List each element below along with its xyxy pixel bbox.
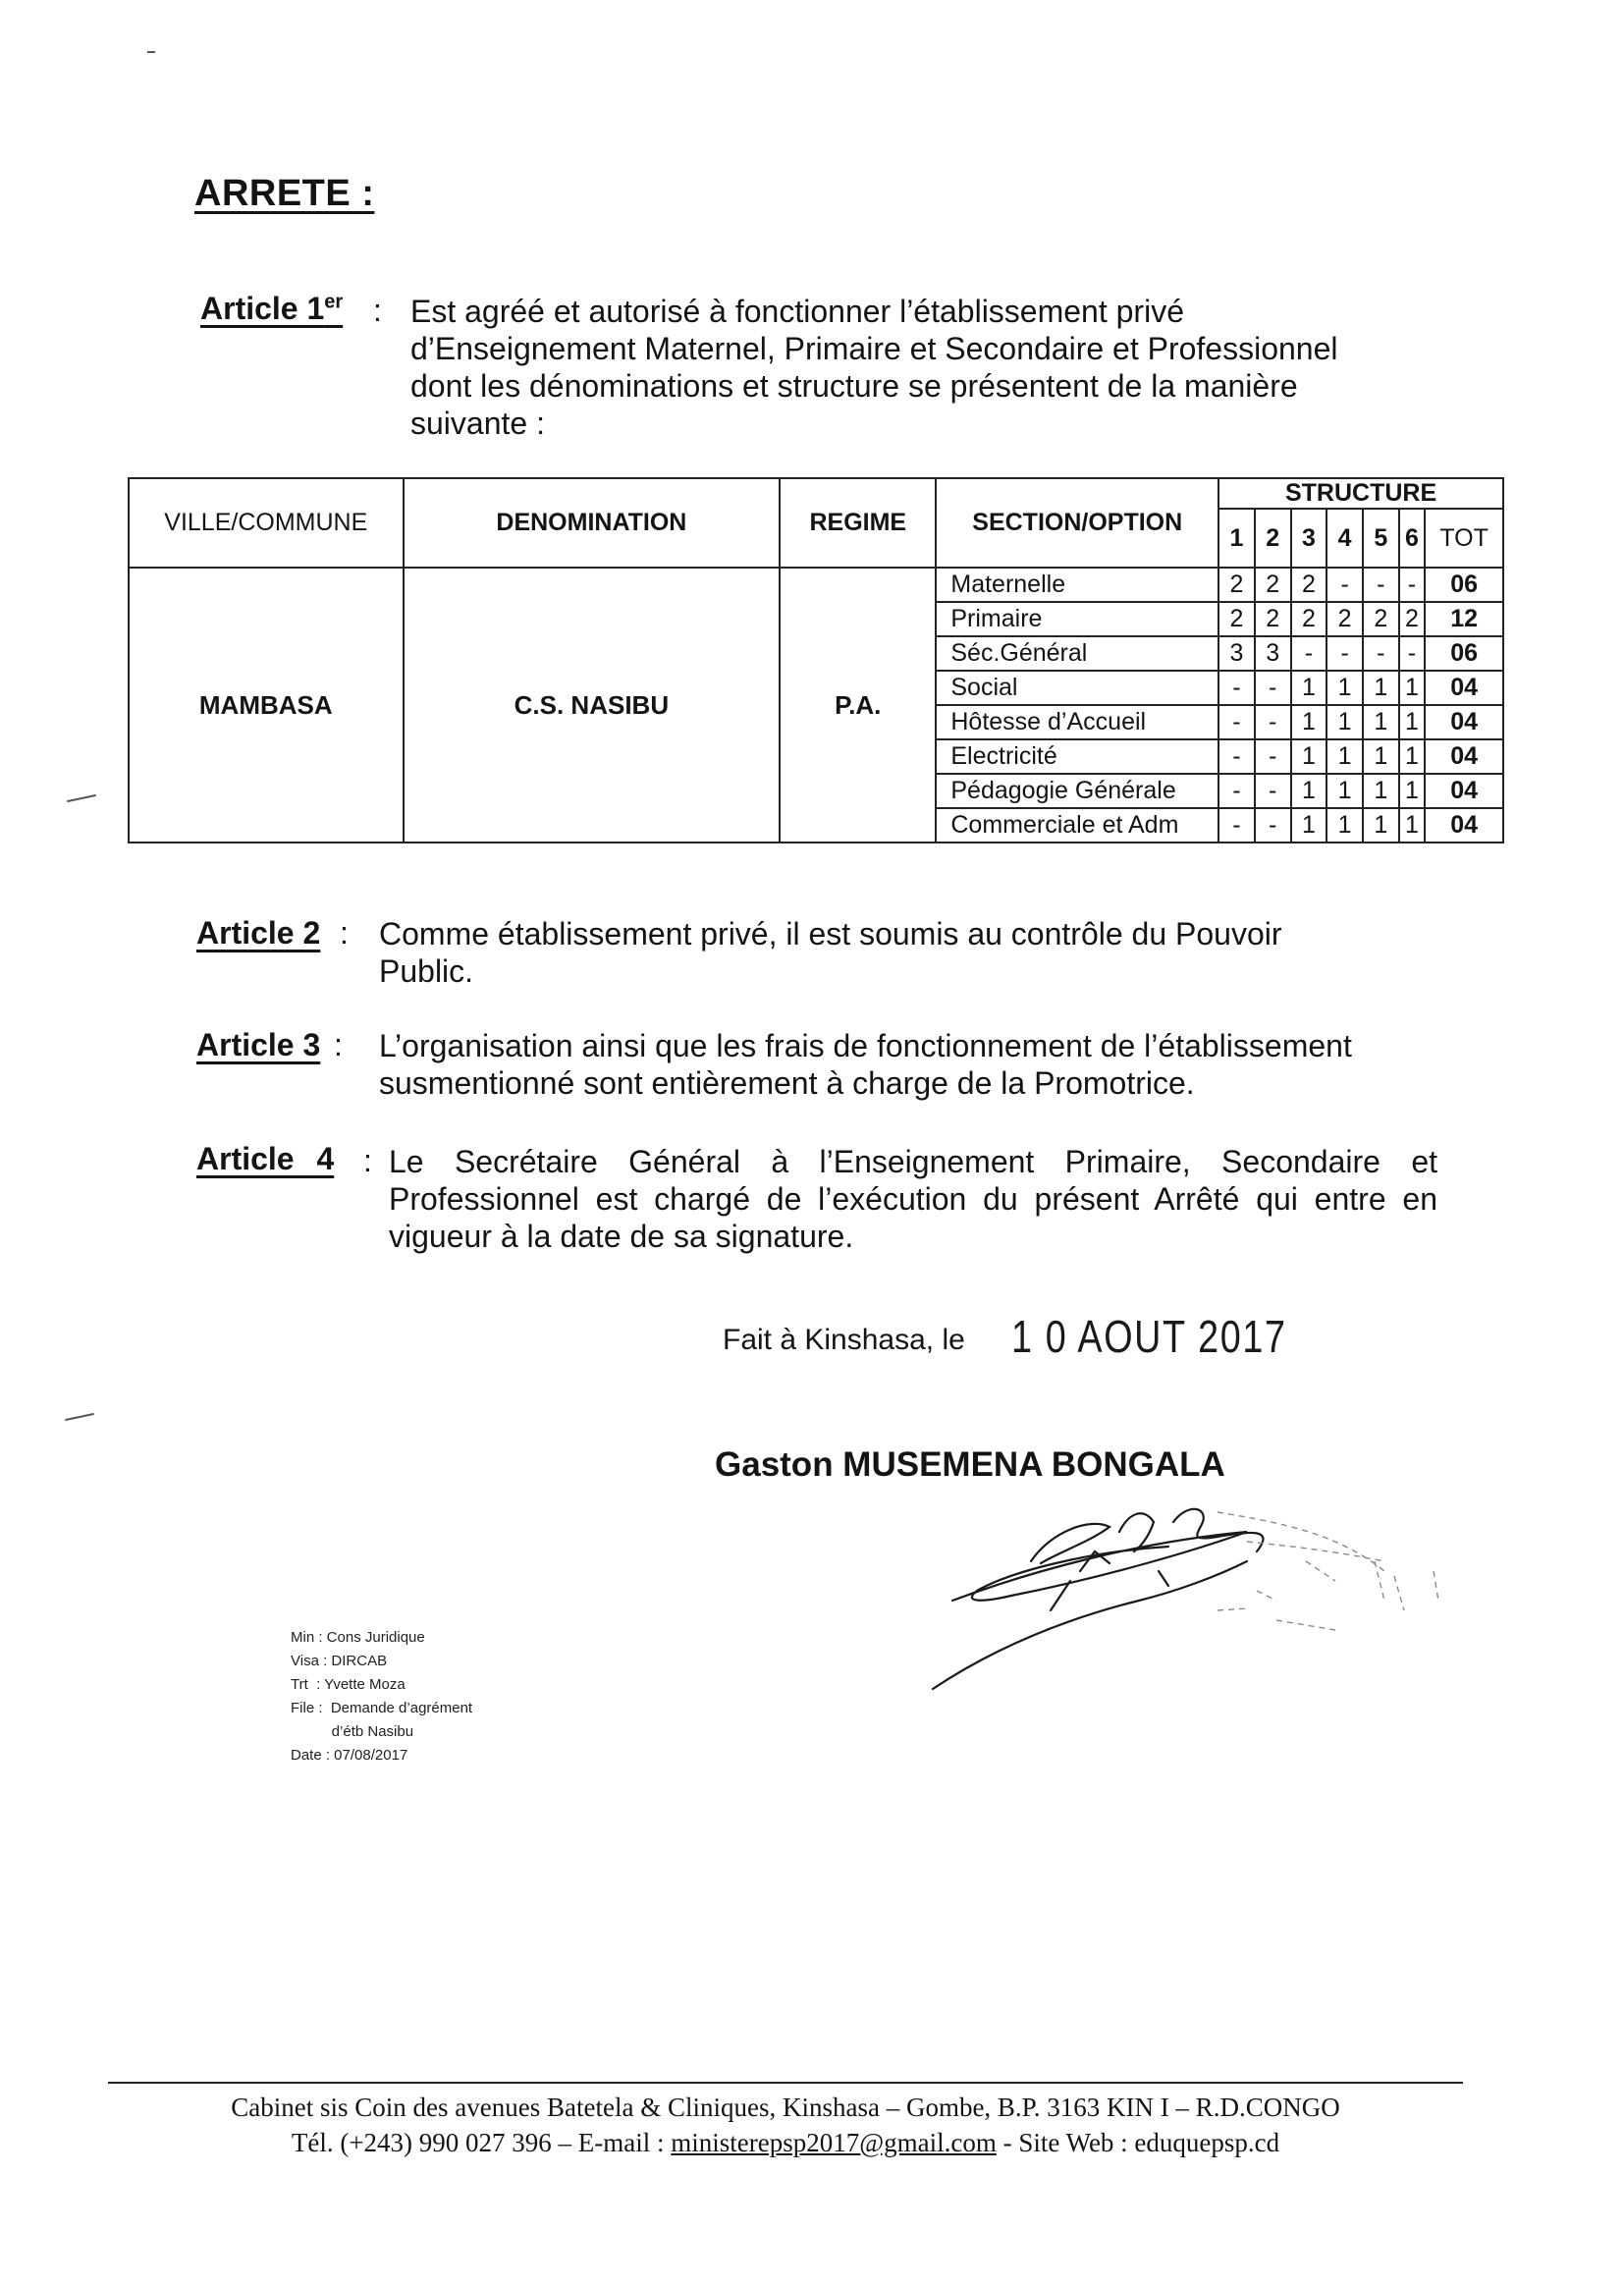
cell-regime: P.A. xyxy=(780,568,936,843)
article-1-label xyxy=(200,291,343,327)
cell-level: - xyxy=(1326,636,1363,671)
article-1-label-text: Article 1 xyxy=(200,291,325,326)
cell-level: - xyxy=(1218,671,1255,705)
article-4-line: Professionnel est chargé de l’exécution du présent Arrêté qui entre en xyxy=(389,1181,1437,1217)
header-ville: VILLE/COMMUNE xyxy=(129,478,404,568)
cell-level: 2 xyxy=(1363,602,1399,636)
cell-level: - xyxy=(1399,568,1426,602)
header-level-2: 2 xyxy=(1255,509,1291,568)
cell-level: - xyxy=(1255,705,1291,739)
article-4-text xyxy=(389,1143,1437,1255)
place-text: Fait à Kinshasa, le xyxy=(723,1324,965,1356)
header-level-4: 4 xyxy=(1326,509,1363,568)
header-level-3: 3 xyxy=(1291,509,1327,568)
cell-level: - xyxy=(1363,568,1399,602)
article-1-colon: : xyxy=(373,293,382,328)
cell-level: 1 xyxy=(1326,671,1363,705)
cell-level: 1 xyxy=(1363,739,1399,774)
structure-table xyxy=(128,477,1504,843)
article-4-line: vigueur à la date de sa signature. xyxy=(389,1219,854,1254)
cell-level: - xyxy=(1363,636,1399,671)
header-tot: TOT xyxy=(1425,509,1503,568)
cell-level: 1 xyxy=(1399,671,1426,705)
reference-line: Trt : Yvette Moza xyxy=(291,1676,406,1693)
cell-level: - xyxy=(1255,671,1291,705)
footer xyxy=(108,2090,1463,2160)
footer-divider xyxy=(108,2082,1463,2084)
cell-section: Hôtesse d’Accueil xyxy=(936,705,1218,739)
footer-contact xyxy=(108,2125,1463,2160)
article-2-label: Article 2 xyxy=(196,915,321,951)
cell-level: 1 xyxy=(1363,774,1399,808)
header-level-5: 5 xyxy=(1363,509,1399,568)
cell-level: 1 xyxy=(1291,774,1327,808)
header-section: SECTION/OPTION xyxy=(936,478,1218,568)
cell-tot: 04 xyxy=(1425,739,1503,774)
cell-section: Séc.Général xyxy=(936,636,1218,671)
cell-level: 1 xyxy=(1363,671,1399,705)
header-level-1: 1 xyxy=(1218,509,1255,568)
article-4-label: Article 4 xyxy=(196,1141,335,1176)
cell-ville: MAMBASA xyxy=(129,568,404,843)
scan-mark xyxy=(67,794,96,802)
article-4-line: Le Secrétaire Général à l’Enseignement Primaire, Secondaire et xyxy=(389,1144,1437,1179)
page-title: ARRETE : xyxy=(194,173,375,214)
cell-tot: 12 xyxy=(1425,602,1503,636)
cell-tot: 04 xyxy=(1425,774,1503,808)
article-1-line: suivante : xyxy=(410,406,545,441)
cell-level: - xyxy=(1218,739,1255,774)
signer-name: Gaston MUSEMENA BONGALA xyxy=(715,1445,1225,1484)
reference-line: d’étb Nasibu xyxy=(291,1723,414,1740)
reference-line: File : Demande d’agrément xyxy=(291,1700,473,1716)
cell-level: 2 xyxy=(1326,602,1363,636)
article-4-colon: : xyxy=(363,1143,372,1178)
article-1-label-sup: er xyxy=(324,291,344,313)
cell-tot: 04 xyxy=(1425,705,1503,739)
cell-level: 1 xyxy=(1399,739,1426,774)
footer-phone: Tél. (+243) 990 027 396 – E-mail : xyxy=(291,2128,672,2157)
reference-line: Min : Cons Juridique xyxy=(291,1629,425,1646)
article-3-line: L’organisation ainsi que les frais de fonctionnement de l’établissement xyxy=(379,1028,1352,1063)
footer-address: Cabinet sis Coin des avenues Batetela & Cliniques, Kinshasa – Gombe, B.P. 3163 KIN I – R.D.CONGO xyxy=(231,2093,1340,2122)
cell-level: 2 xyxy=(1218,602,1255,636)
cell-level: 1 xyxy=(1326,739,1363,774)
header-denomination: DENOMINATION xyxy=(404,478,781,568)
cell-level: 1 xyxy=(1291,671,1327,705)
article-2-line: Comme établissement privé, il est soumis au contrôle du Pouvoir xyxy=(379,916,1282,952)
cell-level: 1 xyxy=(1326,808,1363,843)
cell-level: - xyxy=(1218,774,1255,808)
cell-section: Social xyxy=(936,671,1218,705)
cell-tot: 06 xyxy=(1425,636,1503,671)
cell-tot: 04 xyxy=(1425,808,1503,843)
cell-level: 1 xyxy=(1326,705,1363,739)
cell-level: - xyxy=(1291,636,1327,671)
table-row xyxy=(129,568,1503,602)
cell-level: 2 xyxy=(1291,602,1327,636)
cell-level: 2 xyxy=(1255,568,1291,602)
header-regime: REGIME xyxy=(780,478,936,568)
cell-section: Maternelle xyxy=(936,568,1218,602)
cell-level: 2 xyxy=(1255,602,1291,636)
cell-level: 1 xyxy=(1399,705,1426,739)
cell-section: Primaire xyxy=(936,602,1218,636)
reference-line: Date : 07/08/2017 xyxy=(291,1747,408,1764)
cell-level: - xyxy=(1255,774,1291,808)
reference-line: Visa : DIRCAB xyxy=(291,1653,388,1669)
cell-section: Electricité xyxy=(936,739,1218,774)
cell-level: 1 xyxy=(1291,705,1327,739)
cell-tot: 04 xyxy=(1425,671,1503,705)
article-1-line: Est agréé et autorisé à fonctionner l’établissement privé xyxy=(410,294,1184,329)
cell-level: - xyxy=(1326,568,1363,602)
cell-level: - xyxy=(1218,705,1255,739)
date-stamp: 1 0 AOUT 2017 xyxy=(1011,1311,1287,1362)
scan-mark xyxy=(147,51,155,53)
article-2-colon: : xyxy=(340,915,349,951)
cell-level: 1 xyxy=(1326,774,1363,808)
cell-level: - xyxy=(1255,739,1291,774)
cell-level: 1 xyxy=(1399,774,1426,808)
article-3-text xyxy=(379,1027,1420,1102)
article-3-line: susmentionné sont entièrement à charge de la Promotrice. xyxy=(379,1065,1195,1101)
cell-level: - xyxy=(1218,808,1255,843)
scan-mark xyxy=(65,1413,94,1421)
signature-image xyxy=(923,1493,1492,1709)
footer-website: - Site Web : eduquepsp.cd xyxy=(996,2128,1280,2157)
cell-level: 1 xyxy=(1399,808,1426,843)
cell-level: 1 xyxy=(1291,739,1327,774)
cell-section: Commerciale et Adm xyxy=(936,808,1218,843)
article-3-label: Article 3 xyxy=(196,1027,321,1062)
cell-level: 1 xyxy=(1363,808,1399,843)
cell-level: - xyxy=(1255,808,1291,843)
cell-level: 3 xyxy=(1218,636,1255,671)
article-2-line: Public. xyxy=(379,953,474,989)
article-3-colon: : xyxy=(334,1027,343,1062)
article-1-line: d’Enseignement Maternel, Primaire et Secondaire et Professionnel xyxy=(410,331,1338,366)
cell-level: 2 xyxy=(1291,568,1327,602)
article-2-text xyxy=(379,915,1380,990)
references-block xyxy=(291,1626,472,1767)
article-1-text xyxy=(410,293,1412,442)
header-structure: STRUCTURE xyxy=(1218,478,1503,509)
cell-level: 2 xyxy=(1399,602,1426,636)
cell-tot: 06 xyxy=(1425,568,1503,602)
cell-level: 1 xyxy=(1291,808,1327,843)
article-1-line: dont les dénominations et structure se présentent de la manière xyxy=(410,368,1298,404)
cell-level: - xyxy=(1399,636,1426,671)
cell-denomination: C.S. NASIBU xyxy=(404,568,781,843)
cell-level: 3 xyxy=(1255,636,1291,671)
cell-level: 2 xyxy=(1218,568,1255,602)
cell-level: 1 xyxy=(1363,705,1399,739)
cell-section: Pédagogie Générale xyxy=(936,774,1218,808)
footer-email-link[interactable]: ministerepsp2017@gmail.com xyxy=(671,2128,997,2157)
header-level-6: 6 xyxy=(1399,509,1426,568)
